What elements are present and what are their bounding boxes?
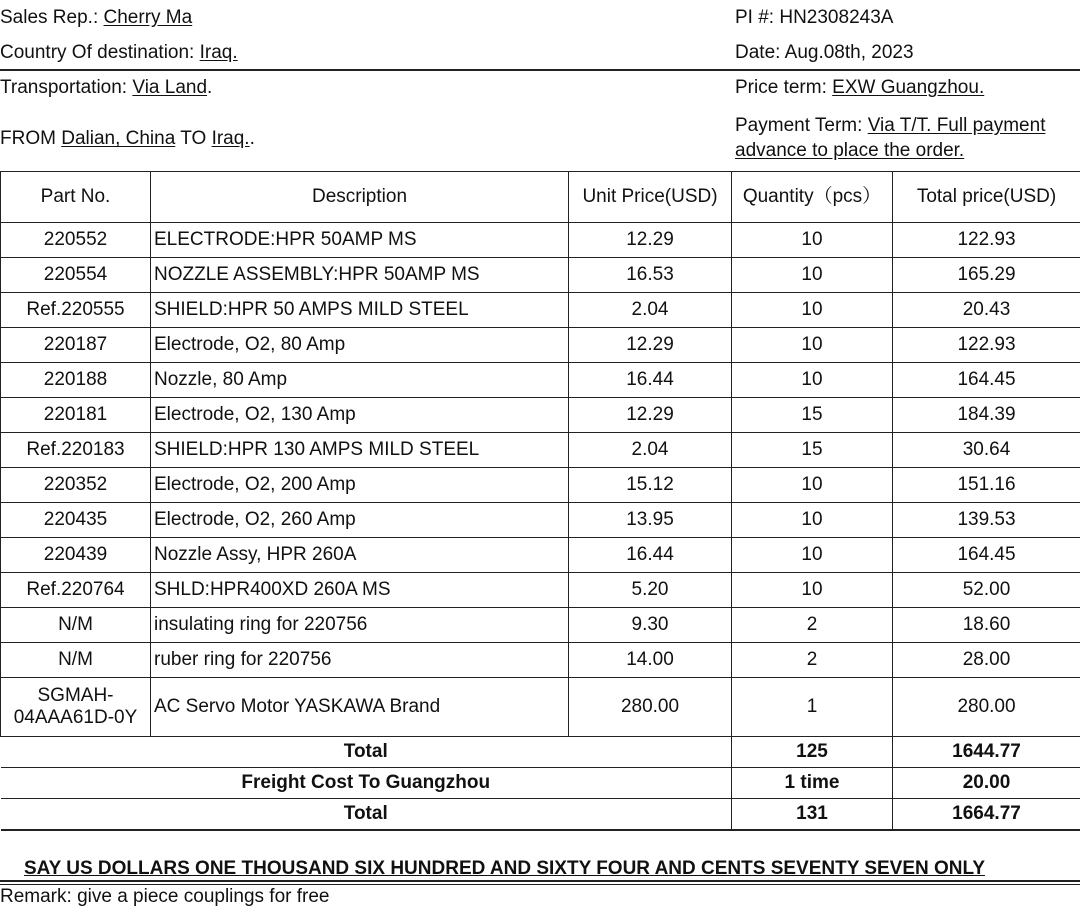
total-price-cell: 165.29 (893, 258, 1080, 293)
total-price-cell: 122.93 (893, 223, 1080, 258)
subtotal-quantity: 125 (732, 737, 893, 768)
double-rule-bottom (0, 884, 1080, 885)
sales-rep-label: Sales Rep.: (0, 7, 99, 28)
total-price-cell: 122.93 (893, 328, 1080, 363)
total-price-cell: 30.64 (893, 433, 1080, 468)
part-no-cell: 220181 (1, 398, 151, 433)
total-price-cell: 280.00 (893, 678, 1080, 737)
header-rule (0, 69, 1080, 71)
to-value: Iraq. (211, 128, 250, 149)
total-price-cell: 28.00 (893, 643, 1080, 678)
grand-total-quantity: 131 (732, 799, 893, 831)
unit-price-cell: 12.29 (569, 398, 732, 433)
total-price-cell: 20.43 (893, 293, 1080, 328)
part-no-cell: N/M (1, 643, 151, 678)
description-cell: Nozzle, 80 Amp (151, 363, 569, 398)
price-term-value: EXW Guangzhou. (832, 77, 985, 98)
quantity-cell: 2 (732, 608, 893, 643)
payment-term-line1 (735, 115, 1045, 137)
quantity-cell: 15 (732, 398, 893, 433)
table-row (1, 258, 1080, 293)
invoice-header (0, 0, 1080, 172)
col-header-part-no: Part No. (1, 172, 151, 223)
from-label: FROM (0, 128, 56, 149)
unit-price-cell: 15.12 (569, 468, 732, 503)
to-suffix: . (249, 128, 255, 149)
quantity-cell: 10 (732, 258, 893, 293)
unit-price-cell: 2.04 (569, 433, 732, 468)
total-price-cell: 164.45 (893, 363, 1080, 398)
part-no-cell: 220187 (1, 328, 151, 363)
description-cell: NOZZLE ASSEMBLY:HPR 50AMP MS (151, 258, 569, 293)
table-row (1, 293, 1080, 328)
amount-in-words: SAY US DOLLARS ONE THOUSAND SIX HUNDRED AND SIXTY FOUR AND CENTS SEVENTY SEVEN ONLY (24, 858, 986, 879)
description-cell: Electrode, O2, 200 Amp (151, 468, 569, 503)
total-price-cell: 151.16 (893, 468, 1080, 503)
payment-label: Payment Term: (735, 115, 863, 136)
description-cell: insulating ring for 220756 (151, 608, 569, 643)
description-cell: SHIELD:HPR 130 AMPS MILD STEEL (151, 433, 569, 468)
unit-price-cell: 5.20 (569, 573, 732, 608)
unit-price-cell: 9.30 (569, 608, 732, 643)
items-table (0, 171, 1080, 831)
part-no-cell (1, 678, 151, 737)
part-no-cell: 220439 (1, 538, 151, 573)
description-cell: SHIELD:HPR 50 AMPS MILD STEEL (151, 293, 569, 328)
unit-price-cell: 14.00 (569, 643, 732, 678)
quantity-cell: 10 (732, 328, 893, 363)
pi-label: PI #: (735, 7, 775, 28)
freight-row (1, 768, 1080, 799)
total-price-cell: 52.00 (893, 573, 1080, 608)
quantity-cell: 10 (732, 293, 893, 328)
unit-price-cell: 2.04 (569, 293, 732, 328)
part-no-cell: N/M (1, 608, 151, 643)
description-cell: Electrode, O2, 130 Amp (151, 398, 569, 433)
subtotal-amount: 1644.77 (893, 737, 1080, 768)
table-row (1, 223, 1080, 258)
quantity-cell: 15 (732, 433, 893, 468)
route-line (0, 128, 255, 150)
country-value: Iraq. (199, 42, 238, 63)
table-row (1, 328, 1080, 363)
col-header-unit-price: Unit Price(USD) (569, 172, 732, 223)
table-header-row (1, 172, 1080, 223)
description-cell: AC Servo Motor YASKAWA Brand (151, 678, 569, 737)
description-cell: SHLD:HPR400XD 260A MS (151, 573, 569, 608)
total-price-cell: 18.60 (893, 608, 1080, 643)
grand-total-row (1, 799, 1080, 831)
unit-price-cell: 13.95 (569, 503, 732, 538)
part-no-cell: 220352 (1, 468, 151, 503)
transport-suffix: . (207, 77, 213, 98)
payment-value-line1: Via T/T. Full payment (867, 115, 1046, 136)
unit-price-cell: 280.00 (569, 678, 732, 737)
date-label: Date: (735, 42, 781, 63)
date-value: Aug.08th, 2023 (784, 42, 914, 63)
table-row (1, 678, 1080, 737)
table-row (1, 643, 1080, 678)
part-no-cell: 220552 (1, 223, 151, 258)
price-term-label: Price term: (735, 77, 827, 98)
sales-rep-value: Cherry Ma (103, 7, 193, 28)
part-no-cell: 220188 (1, 363, 151, 398)
subtotal-label: Total (1, 737, 732, 768)
quantity-cell: 10 (732, 223, 893, 258)
total-price-cell: 184.39 (893, 398, 1080, 433)
sales-rep-line (0, 7, 192, 29)
part-no-cell: Ref.220555 (1, 293, 151, 328)
part-no-line2: 04AAA61D-0Y (13, 707, 138, 728)
total-price-cell: 139.53 (893, 503, 1080, 538)
freight-amount: 20.00 (893, 768, 1080, 799)
transport-line (0, 77, 212, 99)
unit-price-cell: 16.44 (569, 538, 732, 573)
to-label: TO (180, 128, 207, 149)
country-line (0, 42, 238, 64)
quantity-cell: 10 (732, 538, 893, 573)
pi-number: HN2308243A (779, 7, 894, 28)
payment-term-line2 (735, 140, 964, 162)
table-row (1, 503, 1080, 538)
description-cell: ELECTRODE:HPR 50AMP MS (151, 223, 569, 258)
grand-total-label: Total (1, 799, 732, 831)
from-value: Dalian, China (61, 128, 176, 149)
quantity-cell: 10 (732, 468, 893, 503)
transport-value: Via Land (132, 77, 208, 98)
description-cell: Electrode, O2, 260 Amp (151, 503, 569, 538)
unit-price-cell: 12.29 (569, 328, 732, 363)
part-no-cell: Ref.220764 (1, 573, 151, 608)
part-no-cell: Ref.220183 (1, 433, 151, 468)
transport-label: Transportation: (0, 77, 128, 98)
table-row (1, 608, 1080, 643)
table-row (1, 363, 1080, 398)
unit-price-cell: 16.53 (569, 258, 732, 293)
unit-price-cell: 12.29 (569, 223, 732, 258)
col-header-description: Description (151, 172, 569, 223)
part-no-line1: SGMAH- (37, 685, 114, 706)
price-term-line (735, 77, 984, 99)
total-price-cell: 164.45 (893, 538, 1080, 573)
quantity-cell: 2 (732, 643, 893, 678)
date-line (735, 42, 914, 64)
pi-number-line (735, 7, 893, 29)
payment-value-line2: advance to place the order. (735, 140, 965, 161)
freight-quantity: 1 time (732, 768, 893, 799)
subtotal-row (1, 737, 1080, 768)
table-row (1, 433, 1080, 468)
quantity-cell: 10 (732, 363, 893, 398)
col-header-total-price: Total price(USD) (893, 172, 1080, 223)
part-no-cell: 220554 (1, 258, 151, 293)
table-row (1, 398, 1080, 433)
quantity-cell: 10 (732, 503, 893, 538)
double-rule-top (0, 880, 1080, 882)
description-cell: ruber ring for 220756 (151, 643, 569, 678)
grand-total-amount: 1664.77 (893, 799, 1080, 831)
quantity-cell: 10 (732, 573, 893, 608)
unit-price-cell: 16.44 (569, 363, 732, 398)
col-header-quantity: Quantity（pcs） (732, 172, 893, 223)
description-cell: Electrode, O2, 80 Amp (151, 328, 569, 363)
country-label: Country Of destination: (0, 42, 195, 63)
part-no-cell: 220435 (1, 503, 151, 538)
table-row (1, 573, 1080, 608)
table-row (1, 468, 1080, 503)
description-cell: Nozzle Assy, HPR 260A (151, 538, 569, 573)
table-row (1, 538, 1080, 573)
quantity-cell: 1 (732, 678, 893, 737)
remark-text: Remark: give a piece couplings for free (0, 886, 330, 907)
freight-label: Freight Cost To Guangzhou (1, 768, 732, 799)
